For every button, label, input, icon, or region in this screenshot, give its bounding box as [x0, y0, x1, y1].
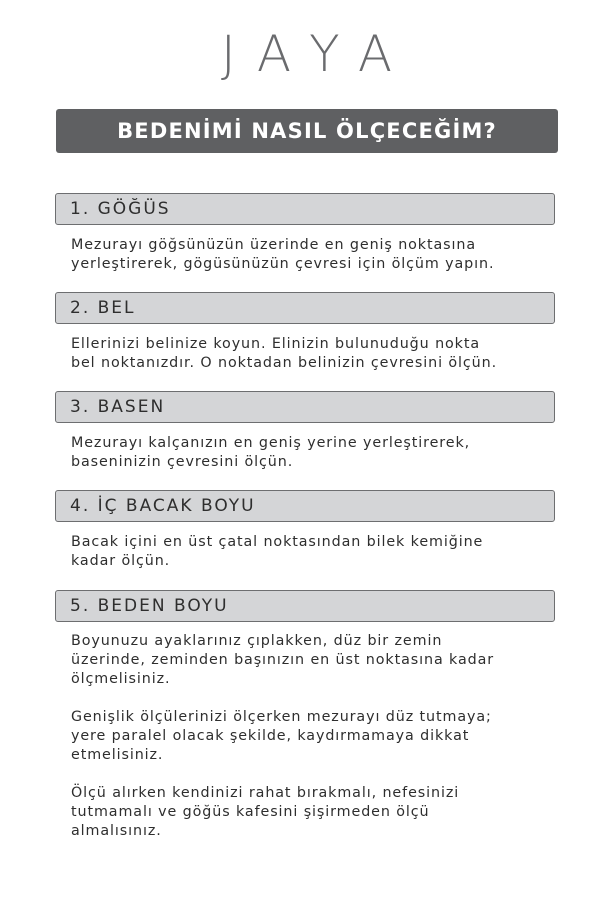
body-line: yere paralel olacak şekilde, kaydırmamaya dikkat — [71, 728, 470, 744]
section-body-beden-boyu — [71, 632, 571, 860]
paragraph — [71, 784, 571, 841]
body-line: baseninizin çevresini ölçün. — [71, 454, 294, 470]
section-header-ic-bacak-boyu: 4. İÇ BACAK BOYU — [55, 490, 555, 522]
paragraph — [71, 708, 571, 765]
section-header-bel: 2. BEL — [55, 292, 555, 324]
section-body-basen — [71, 434, 571, 472]
body-line: etmelisiniz. — [71, 747, 164, 763]
section-body-ic-bacak-boyu — [71, 533, 571, 571]
section-body-bel — [71, 335, 571, 373]
body-line: ölçmelisiniz. — [71, 671, 171, 687]
body-line: yerleştirerek, gögüsünüzün çevresi için ölçüm yapın. — [71, 256, 495, 272]
section-header-gogus: 1. GÖĞÜS — [55, 193, 555, 225]
section-body-gogus — [71, 236, 571, 274]
page-title: BEDENİMİ NASIL ÖLÇECEĞİM? — [56, 109, 558, 153]
body-line: Genişlik ölçülerinizi ölçerken mezurayı düz tutmaya; — [71, 709, 492, 725]
body-line: Ölçü alırken kendinizi rahat bırakmalı, nefesinizi — [71, 785, 460, 801]
body-line: bel noktanızdır. O noktadan belinizin çevresini ölçün. — [71, 355, 498, 371]
body-line: Mezurayı göğsünüzün üzerinde en geniş noktasına — [71, 237, 476, 253]
body-line: Boyunuzu ayaklarınız çıplakken, düz bir zemin — [71, 633, 443, 649]
body-line: Bacak içini en üst çatal noktasından bilek kemiğine — [71, 534, 484, 550]
brand-logo: JAYA — [220, 25, 415, 83]
body-line: almalısınız. — [71, 823, 162, 839]
section-header-basen: 3. BASEN — [55, 391, 555, 423]
paragraph — [71, 632, 571, 689]
body-line: Mezurayı kalçanızın en geniş yerine yerleştirerek, — [71, 435, 471, 451]
body-line: üzerinde, zeminden başınızın en üst noktasına kadar — [71, 652, 495, 668]
section-header-beden-boyu: 5. BEDEN BOYU — [55, 590, 555, 622]
body-line: kadar ölçün. — [71, 553, 171, 569]
body-line: Ellerinizi belinize koyun. Elinizin bulunuduğu nokta — [71, 336, 481, 352]
body-line: tutmamalı ve göğüs kafesini şişirmeden ölçü — [71, 804, 430, 820]
